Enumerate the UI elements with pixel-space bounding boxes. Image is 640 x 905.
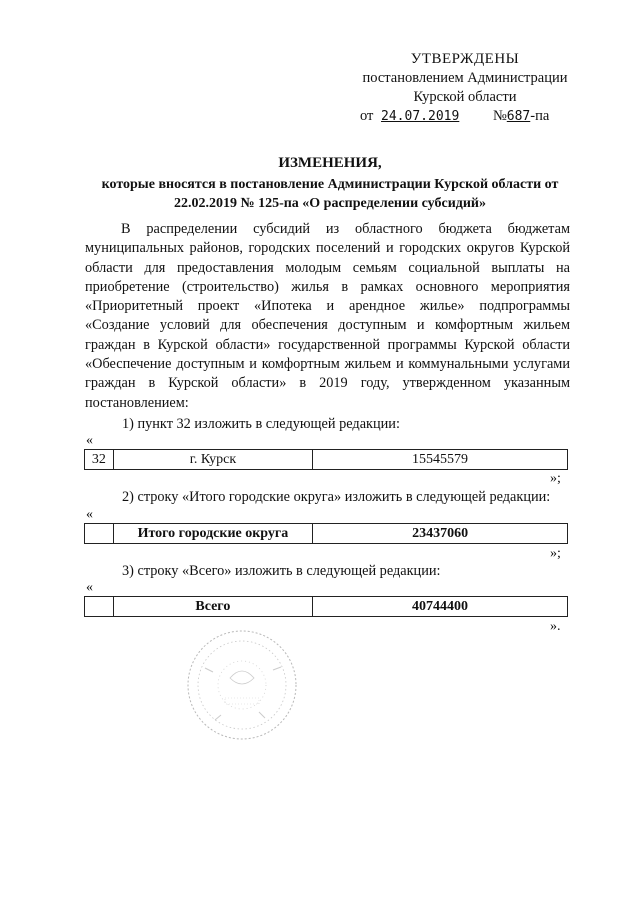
table-cell-value: 15545579 [313, 450, 568, 470]
intro-paragraph: В распределении субсидий из областного бюджета бюджетам муниципальных районов, городских поселений и городских округов Курской области для предоставления молодым семьям социальной выплаты на приобретение (строительство) жилья в рамках основного мероприятия «Приоритетный проект «Ипотека и арендное жилье» подпрограммы «Создание условий для обеспечения доступным и комфортным жильем граждан в Курской области» государственной программы Курской области «Обеспечение доступным и комфортным жильем и коммунальными услугами граждан в Курской области» в 2019 году, утвержденном указанным постановлением: [85, 221, 570, 411]
number-suffix: -па [530, 108, 550, 124]
table-cell-value: 23437060 [313, 524, 568, 544]
table-cell-name: Итого городские округа [113, 524, 312, 544]
table-row [85, 524, 568, 544]
table-cell-name: Всего [113, 597, 312, 617]
item-3-open-quote: « [86, 580, 93, 595]
item-1-open-quote: « [86, 433, 93, 448]
table-cell-name: г. Курск [113, 450, 312, 470]
table-cell-number: 32 [85, 450, 114, 470]
approval-date-line [350, 107, 580, 126]
item-1-close-quote: »; [550, 471, 561, 486]
item-2-text: 2) строку «Итого городские округа» изложить в следующей редакции: [122, 489, 551, 505]
item-2-table [84, 523, 568, 544]
approval-number: 687 [506, 109, 531, 124]
document-title-block [80, 155, 580, 213]
item-1-table [84, 449, 568, 470]
table-cell-number [85, 597, 114, 617]
item-1-text: 1) пункт 32 изложить в следующей редакции: [122, 416, 400, 432]
table-row [85, 450, 568, 470]
approval-title: УТВЕРЖДЕНЫ [410, 51, 520, 67]
table-cell-number [85, 524, 114, 544]
item-3-table [84, 596, 568, 617]
official-seal-icon [185, 628, 300, 743]
item-3-text: 3) строку «Всего» изложить в следующей редакции: [122, 563, 441, 579]
approval-line2: Курской области [413, 89, 517, 105]
document-title: ИЗМЕНЕНИЯ, [278, 155, 382, 171]
table-cell-value: 40744400 [313, 597, 568, 617]
item-2-open-quote: « [86, 507, 93, 522]
date-prefix: от [360, 108, 374, 124]
number-prefix: № [492, 108, 507, 124]
table-row [85, 597, 568, 617]
item-2-close-quote: »; [550, 546, 561, 561]
document-subtitle: которые вносятся в постановление Администрации Курской области от 22.02.2019 № 125-па «О распределении субсидий» [101, 177, 559, 211]
approval-date: 24.07.2019 [381, 109, 460, 124]
item-3-close-quote: ». [550, 619, 561, 634]
approval-line1: постановлением Администрации [362, 70, 568, 86]
approval-block [350, 50, 580, 126]
